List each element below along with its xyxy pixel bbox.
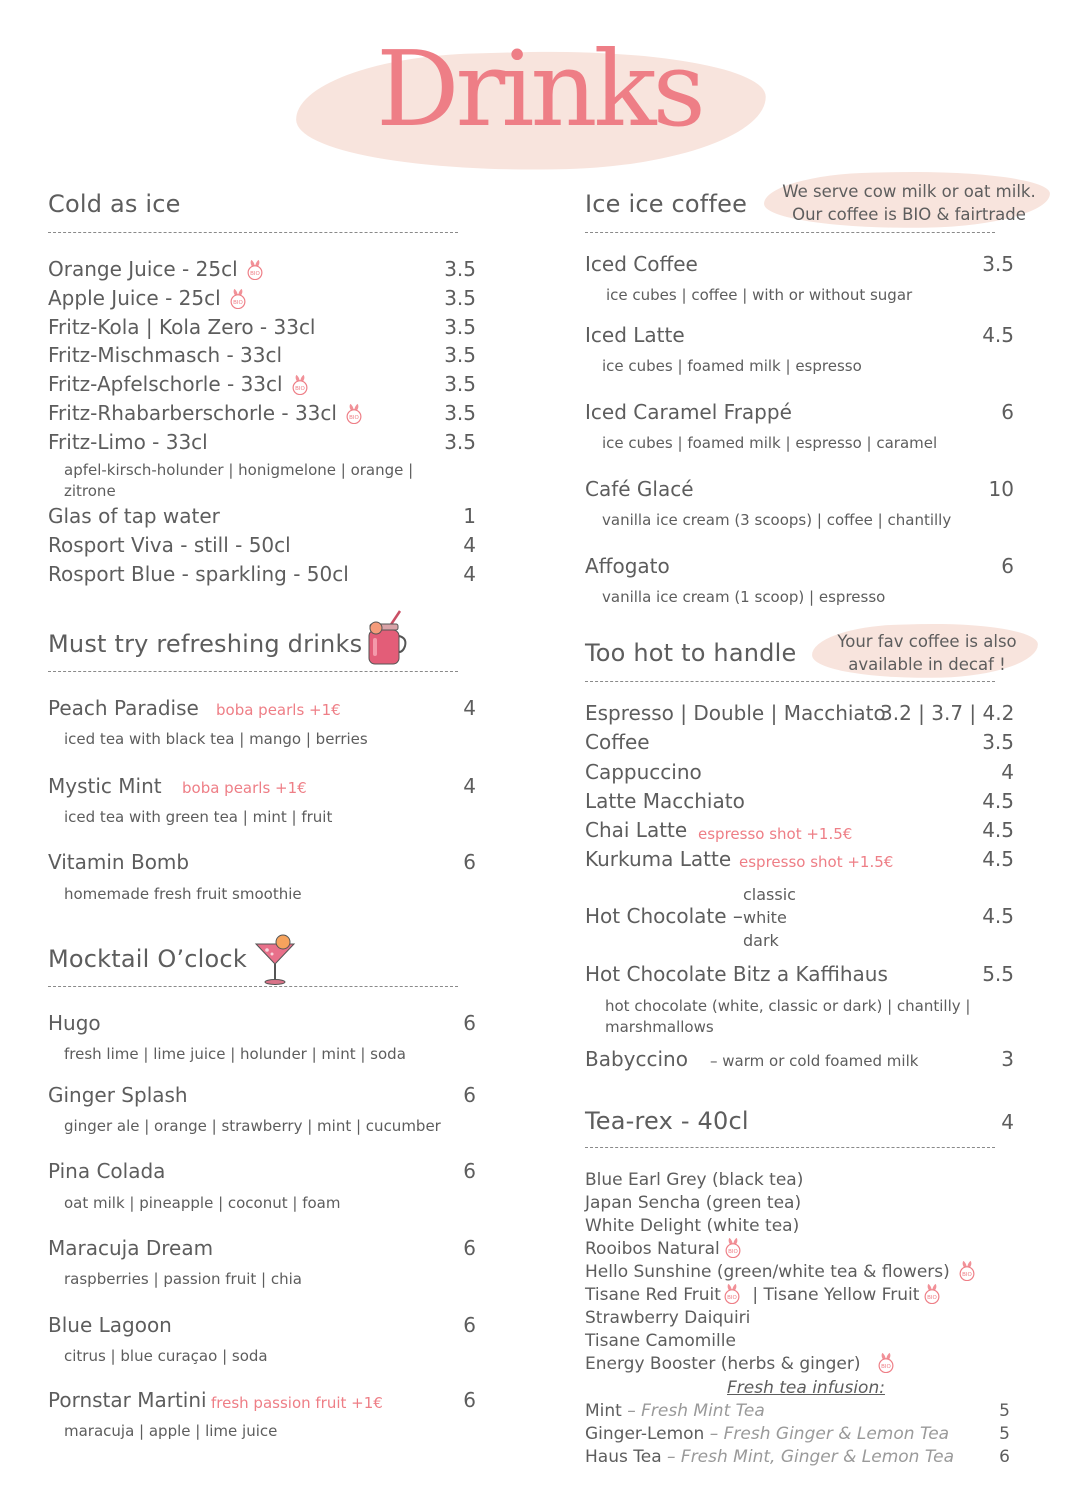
bio-icon (722, 1236, 744, 1258)
svg-text:BIO: BIO (727, 1248, 738, 1255)
menu-item-price: 4.5 (982, 904, 1014, 928)
menu-item: Latte Macchiato (585, 789, 745, 813)
tea-list-item: Tisane Red Fruit BIO | Tisane Yellow Fruit BIO (585, 1285, 943, 1305)
section-divider (48, 232, 458, 233)
section-heading-hot: Too hot to handle (585, 639, 797, 667)
menu-item-price: 6 (463, 850, 476, 874)
menu-item-extra: espresso shot +1.5€ (739, 853, 894, 871)
menu-item-description: homemade fresh fruit smoothie (64, 885, 302, 903)
svg-text:BIO: BIO (927, 1294, 938, 1301)
hot-chocolate-option: dark (743, 931, 779, 950)
menu-item: Peach Paradise (48, 696, 199, 720)
menu-item: Hot Chocolate – (585, 904, 743, 928)
menu-item: Pina Colada (48, 1159, 166, 1183)
bio-icon (721, 1282, 743, 1304)
tea-list-item: Rooibos Natural BIO (585, 1239, 744, 1259)
section-divider (48, 986, 458, 987)
section-heading-refreshing: Must try refreshing drinks (48, 630, 363, 658)
menu-item-description: ginger ale | orange | strawberry | mint | cucumber (64, 1117, 441, 1135)
bio-icon (227, 287, 249, 309)
menu-item-description: vanilla ice cream (3 scoops) | coffee | chantilly (602, 511, 952, 529)
menu-item: Hot Chocolate Bitz a Kaffihaus (585, 962, 888, 986)
menu-item-price: 4.5 (982, 323, 1014, 347)
svg-text:BIO: BIO (727, 1294, 737, 1301)
menu-item: Mystic Mint (48, 774, 162, 798)
menu-item-description: ice cubes | foamed milk | espresso (602, 357, 862, 375)
svg-text:BIO: BIO (249, 270, 260, 277)
bio-icon (244, 258, 266, 280)
section-heading-tea: Tea-rex - 40cl (585, 1107, 749, 1135)
menu-item-price: 5.5 (982, 962, 1014, 986)
menu-item: Fritz-Kola | Kola Zero - 33cl (48, 315, 316, 339)
mason-jar-drink-icon (364, 610, 408, 668)
menu-item-price: 6 (1001, 400, 1014, 424)
menu-item-price: 4.5 (982, 847, 1014, 871)
cocktail-glass-icon (252, 934, 298, 986)
menu-item: Hugo (48, 1011, 101, 1035)
menu-item-price: 3.5 (444, 430, 476, 454)
svg-text:BIO: BIO (349, 414, 359, 421)
infusion-item: Ginger-Lemon – Fresh Ginger & Lemon Tea (585, 1424, 950, 1444)
svg-text:BIO: BIO (880, 1363, 891, 1370)
menu-item-price: 6 (463, 1159, 476, 1183)
menu-item-price: 3.5 (982, 730, 1014, 754)
svg-text:BIO: BIO (294, 385, 305, 392)
menu-item: Café Glacé (585, 477, 694, 501)
menu-item-description: maracuja | apple | lime juice (64, 1422, 278, 1440)
menu-item-price: 4.5 (982, 789, 1014, 813)
menu-item-price: 4 (463, 562, 476, 586)
section-divider (585, 681, 995, 682)
section-divider (585, 232, 995, 233)
menu-item-price: 4.5 (982, 818, 1014, 842)
menu-item-extra: boba pearls +1€ (182, 779, 307, 797)
milk-note: We serve cow milk or oat milk. Our coffee is BIO & fairtrade (782, 182, 1036, 224)
menu-item-price: 6 (463, 1313, 476, 1337)
tea-list-item: Energy Booster (herbs & ginger) BIO (585, 1354, 897, 1374)
menu-item: Chai Latte (585, 818, 688, 842)
menu-item-extra: fresh passion fruit +1€ (211, 1394, 383, 1412)
infusion-price: 6 (999, 1447, 1010, 1467)
menu-item-price: 6 (463, 1388, 476, 1412)
menu-item-price: 6 (463, 1083, 476, 1107)
menu-item: Fritz-Rhabarberschorle - 33cl BIO (48, 401, 365, 425)
menu-item: Kurkuma Latte (585, 847, 732, 871)
hot-chocolate-option: classic (743, 885, 796, 904)
menu-item-price: 3.2 | 3.7 | 4.2 (880, 701, 1015, 725)
menu-item-description: citrus | blue curaçao | soda (64, 1347, 268, 1365)
menu-item: Vitamin Bomb (48, 850, 190, 874)
menu-item: Cappuccino (585, 760, 702, 784)
menu-item-price: 3.5 (444, 401, 476, 425)
menu-item-description: vanilla ice cream (1 scoop) | espresso (602, 588, 886, 606)
menu-item-price: 6 (463, 1236, 476, 1260)
infusion-price: 5 (999, 1401, 1010, 1421)
bio-icon (956, 1259, 978, 1281)
menu-item-description: zitrone (64, 482, 116, 500)
menu-item: Espresso | Double | Macchiato (585, 701, 886, 725)
svg-text:BIO: BIO (232, 299, 243, 306)
menu-item-description: raspberries | passion fruit | chia (64, 1270, 302, 1288)
menu-item: Iced Latte (585, 323, 685, 347)
tea-list-item: Strawberry Daiquiri (585, 1308, 751, 1328)
section-heading-icecoffee: Ice ice coffee (585, 190, 748, 218)
menu-item-description: ice cubes | coffee | with or without sugar (606, 286, 913, 304)
infusion-heading: Fresh tea infusion: (727, 1378, 885, 1398)
menu-item-price: 3.5 (444, 315, 476, 339)
section-divider (48, 671, 458, 672)
hot-chocolate-option: white (743, 908, 787, 927)
menu-item: Fritz-Limo - 33cl (48, 430, 208, 454)
menu-item-price: 4 (463, 774, 476, 798)
menu-item-description: iced tea with black tea | mango | berries (64, 730, 368, 748)
menu-item: Iced Caramel Frappé (585, 400, 792, 424)
bio-icon (875, 1351, 897, 1373)
tea-list-item: Tisane Camomille (585, 1331, 736, 1351)
menu-item-description: marshmallows (605, 1018, 714, 1036)
menu-item-price: 10 (988, 477, 1014, 501)
menu-item-description: ice cubes | foamed milk | espresso | caramel (602, 434, 938, 452)
menu-item-price: 3.5 (444, 286, 476, 310)
section-heading-cold: Cold as ice (48, 190, 181, 218)
menu-item: Fritz-Mischmasch - 33cl (48, 343, 283, 367)
menu-item: Glas of tap water (48, 504, 220, 528)
menu-item: Babyccino (585, 1047, 688, 1071)
menu-item: Rosport Blue - sparkling - 50cl (48, 562, 349, 586)
menu-item-extra: boba pearls +1€ (216, 701, 341, 719)
menu-item-price: 4 (463, 533, 476, 557)
menu-item: Rosport Viva - still - 50cl (48, 533, 291, 557)
bio-icon (343, 402, 365, 424)
infusion-price: 5 (999, 1424, 1010, 1444)
menu-item: Apple Juice - 25cl BIO (48, 286, 249, 310)
tea-list-item: Hello Sunshine (green/white tea & flowers) BIO (585, 1262, 978, 1282)
menu-item-price: 6 (463, 1011, 476, 1035)
infusion-item: Haus Tea – Fresh Mint, Ginger & Lemon Tea (585, 1447, 955, 1467)
tea-list-item: Japan Sencha (green tea) (585, 1193, 802, 1213)
menu-item-price: 6 (1001, 554, 1014, 578)
menu-item-description: iced tea with green tea | mint | fruit (64, 808, 333, 826)
menu-item: Fritz-Apfelschorle - 33cl BIO (48, 372, 311, 396)
menu-item-price: 3.5 (982, 252, 1014, 276)
menu-item: Ginger Splash (48, 1083, 188, 1107)
page-title: Drinks (376, 28, 702, 150)
menu-item-price: 3.5 (444, 372, 476, 396)
menu-item-price: 3.5 (444, 343, 476, 367)
menu-item-description: – warm or cold foamed milk (710, 1052, 919, 1070)
menu-item-price: 3 (1001, 1047, 1014, 1071)
section-heading-mocktail: Mocktail O’clock (48, 945, 247, 973)
menu-item-description: fresh lime | lime juice | holunder | mint | soda (64, 1045, 406, 1063)
infusion-item: Mint – Fresh Mint Tea (585, 1401, 765, 1421)
menu-item: Maracuja Dream (48, 1236, 214, 1260)
bio-icon (289, 373, 311, 395)
menu-item-description: hot chocolate (white, classic or dark) | chantilly | (605, 997, 971, 1015)
svg-text:BIO: BIO (961, 1271, 972, 1278)
menu-item: Iced Coffee (585, 252, 698, 276)
menu-item-description: oat milk | pineapple | coconut | foam (64, 1194, 341, 1212)
tea-list-item: White Delight (white tea) (585, 1216, 800, 1236)
menu-item: Affogato (585, 554, 670, 578)
menu-item: Pornstar Martini (48, 1388, 207, 1412)
menu-item: Orange Juice - 25cl BIO (48, 257, 266, 281)
menu-item-price: 4 (1001, 760, 1014, 784)
menu-item-extra: espresso shot +1.5€ (698, 825, 853, 843)
bio-icon (921, 1282, 943, 1304)
tea-price: 4 (1001, 1110, 1014, 1134)
menu-item-price: 3.5 (444, 257, 476, 281)
decaf-note: Your fav coffee is also available in decaf ! (837, 632, 1017, 674)
menu-item: Blue Lagoon (48, 1313, 172, 1337)
tea-list-item: Blue Earl Grey (black tea) (585, 1170, 804, 1190)
menu-item-price: 1 (463, 504, 476, 528)
menu-item: Coffee (585, 730, 650, 754)
menu-item-description: apfel-kirsch-holunder | honigmelone | orange | (64, 461, 414, 479)
menu-item-price: 4 (463, 696, 476, 720)
section-divider (585, 1147, 995, 1148)
